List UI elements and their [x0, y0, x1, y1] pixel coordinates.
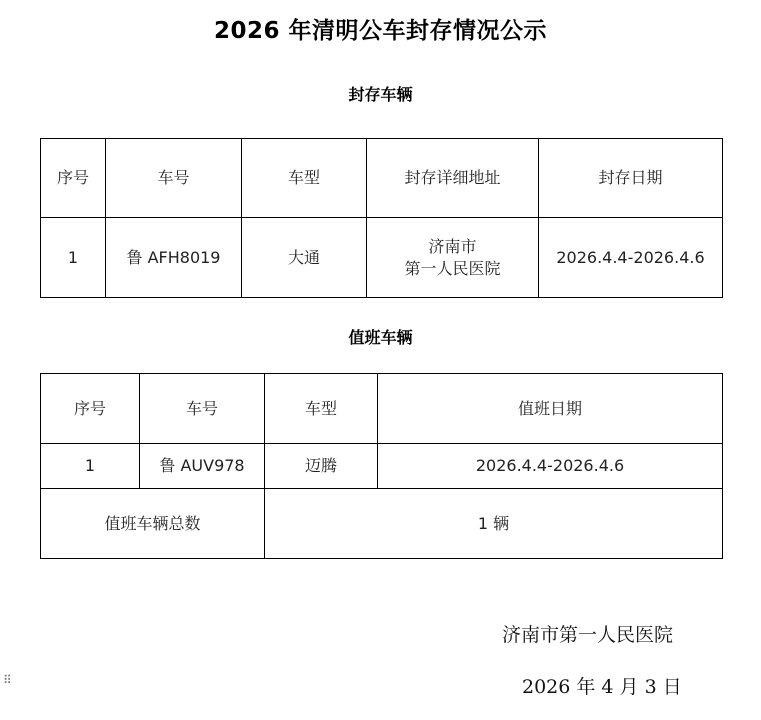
page-title: 2026 年清明公车封存情况公示	[213, 18, 548, 44]
address-line-1: 济南市	[428, 236, 477, 256]
header-cell-model: 车型	[242, 139, 367, 218]
cell-no: 1	[41, 218, 106, 298]
total-label: 值班车辆总数	[41, 489, 265, 559]
header-cell-no: 序号	[41, 139, 106, 218]
duty-vehicles-table	[40, 373, 723, 559]
cell-plate: 鲁 AFH8019	[106, 218, 242, 298]
total-row	[41, 489, 723, 559]
table-row	[41, 444, 723, 489]
header-cell-no: 序号	[41, 374, 140, 444]
drag-handle-icon[interactable]: ⠿	[3, 673, 12, 687]
duty-vehicles-heading: 值班车辆	[348, 328, 413, 347]
header-cell-plate: 车号	[140, 374, 265, 444]
cell-model: 大通	[242, 218, 367, 298]
header-cell-plate: 车号	[106, 139, 242, 218]
table-header-row	[41, 139, 723, 218]
header-cell-date: 值班日期	[378, 374, 723, 444]
header-cell-address: 封存详细地址	[367, 139, 539, 218]
cell-no: 1	[41, 444, 140, 489]
total-value: 1 辆	[265, 489, 723, 559]
sealed-vehicles-table	[40, 138, 723, 298]
footer-organization: 济南市第一人民医院	[502, 624, 674, 646]
table-header-row	[41, 374, 723, 444]
cell-model: 迈腾	[265, 444, 378, 489]
header-cell-model: 车型	[265, 374, 378, 444]
table-row	[41, 218, 723, 298]
cell-address	[367, 218, 539, 298]
cell-date: 2026.4.4-2026.4.6	[539, 218, 723, 298]
address-line-2: 第一人民医院	[404, 258, 501, 278]
cell-date: 2026.4.4-2026.4.6	[378, 444, 723, 489]
cell-plate: 鲁 AUV978	[140, 444, 265, 489]
sealed-vehicles-heading: 封存车辆	[348, 85, 413, 104]
header-cell-date: 封存日期	[539, 139, 723, 218]
footer-date: 2026 年 4 月 3 日	[522, 676, 682, 698]
